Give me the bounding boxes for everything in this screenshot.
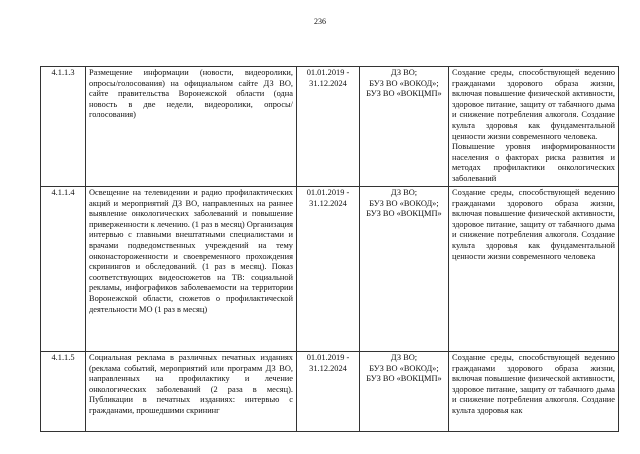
- executors-cell-line: БУЗ ВО «ВОКОД»;: [369, 78, 439, 88]
- dates-cell-line: 01.01.2019 -: [306, 188, 350, 197]
- action-cell-line: Размещение информации (новости, видеоролики, опросы/голосования) на официальном сайте ДЗ ВО, сайте правительства Воронежской области (одна новость в две недели, видеоролики, опросы/голосования): [89, 68, 293, 120]
- result-cell: [449, 352, 619, 432]
- action-cell-line: Социальная реклама в различных печатных изданиях (реклама событий, мероприятий или программ ДЗ ВО, направленных на профилактику и лечение онкологических заболеваний (2 раза в месяц). Публикации в печатных изданиях: интервью с гражданами, прошедшими скрининг: [89, 353, 293, 415]
- action-cell: [86, 352, 297, 432]
- table-row: [41, 187, 619, 352]
- dates-cell: [297, 352, 360, 432]
- action-cell: [86, 187, 297, 352]
- executors-cell-line: БУЗ ВО «ВОКОД»;: [369, 198, 439, 208]
- dates-cell-line: 01.01.2019 -: [306, 68, 350, 77]
- executors-cell: [360, 352, 449, 432]
- executors-cell-line: БУЗ ВО «ВОКЦМП»: [366, 374, 442, 384]
- action-cell-line: Освещение на телевидении и радио профилактических акций и мероприятий ДЗ ВО, направленных на раннее выявление онкологических заболеваний и повышение приверженности к лечению. (1 раз в месяц) Организация интервью с главными внештатными специалистами и врачами подведомственных учреждений на тему онконастороженности и своевременного прохождения скринингов и обследований. (1 раз в месяц). Показ соответствующих видеосюжетов на ТВ: социальной рекламы, инфографиков заболеваемости на территории Воронежской области, сюжетов о профилактической деятельности МО (1 раз в месяц): [89, 188, 293, 314]
- executors-cell: [360, 67, 449, 187]
- table-row: [41, 352, 619, 432]
- item-number-cell: 4.1.1.4: [41, 187, 86, 352]
- dates-cell-line: 31.12.2024: [309, 198, 347, 208]
- action-cell: [86, 67, 297, 187]
- result-cell: [449, 67, 619, 187]
- page-number: 236: [314, 17, 326, 26]
- dates-cell: [297, 187, 360, 352]
- item-number-cell: 4.1.1.5: [41, 352, 86, 432]
- executors-cell-line: ДЗ ВО;: [390, 188, 418, 197]
- dates-cell: [297, 67, 360, 187]
- result-cell-line: Создание среды, способствующей ведению гражданами здорового образа жизни, включая повышение физической активности, здоровое питание, защиту от табачного дыма и снижение потребления алкоголя. Создание культа здоровья как: [452, 353, 615, 415]
- result-cell-line: Создание среды, способствующей ведению гражданами здорового образа жизни, включая повышение физической активности, здоровое питание, защиту от табачного дыма и снижение потребления алкоголя. Создание культа здоровья как фундаментальной ценности жизни современного человека.: [452, 68, 615, 141]
- result-cell-line: Повышение уровня информированности населения о факторах риска развития и методах профилактики онкологических заболеваний: [452, 142, 615, 183]
- table-row: [41, 67, 619, 187]
- executors-cell-line: БУЗ ВО «ВОКОД»;: [369, 363, 439, 373]
- executors-cell-line: ДЗ ВО;: [390, 68, 418, 77]
- dates-cell-line: 31.12.2024: [309, 363, 347, 373]
- item-number-cell: 4.1.1.3: [41, 67, 86, 187]
- plan-table: [40, 66, 619, 432]
- executors-cell-line: БУЗ ВО «ВОКЦМП»: [366, 89, 442, 99]
- plan-table-body: [41, 67, 619, 432]
- executors-cell-line: ДЗ ВО;: [390, 353, 418, 362]
- dates-cell-line: 31.12.2024: [309, 78, 347, 88]
- result-cell: [449, 187, 619, 352]
- executors-cell: [360, 187, 449, 352]
- dates-cell-line: 01.01.2019 -: [306, 353, 350, 362]
- executors-cell-line: БУЗ ВО «ВОКЦМП»: [366, 209, 442, 219]
- result-cell-line: Создание среды, способствующей ведению гражданами здорового образа жизни, включая повышение физической активности, здоровое питание, защиту от табачного дыма и снижение потребления алкоголя. Создание культа здоровья как фундаментальной ценности жизни современного человека: [452, 188, 615, 261]
